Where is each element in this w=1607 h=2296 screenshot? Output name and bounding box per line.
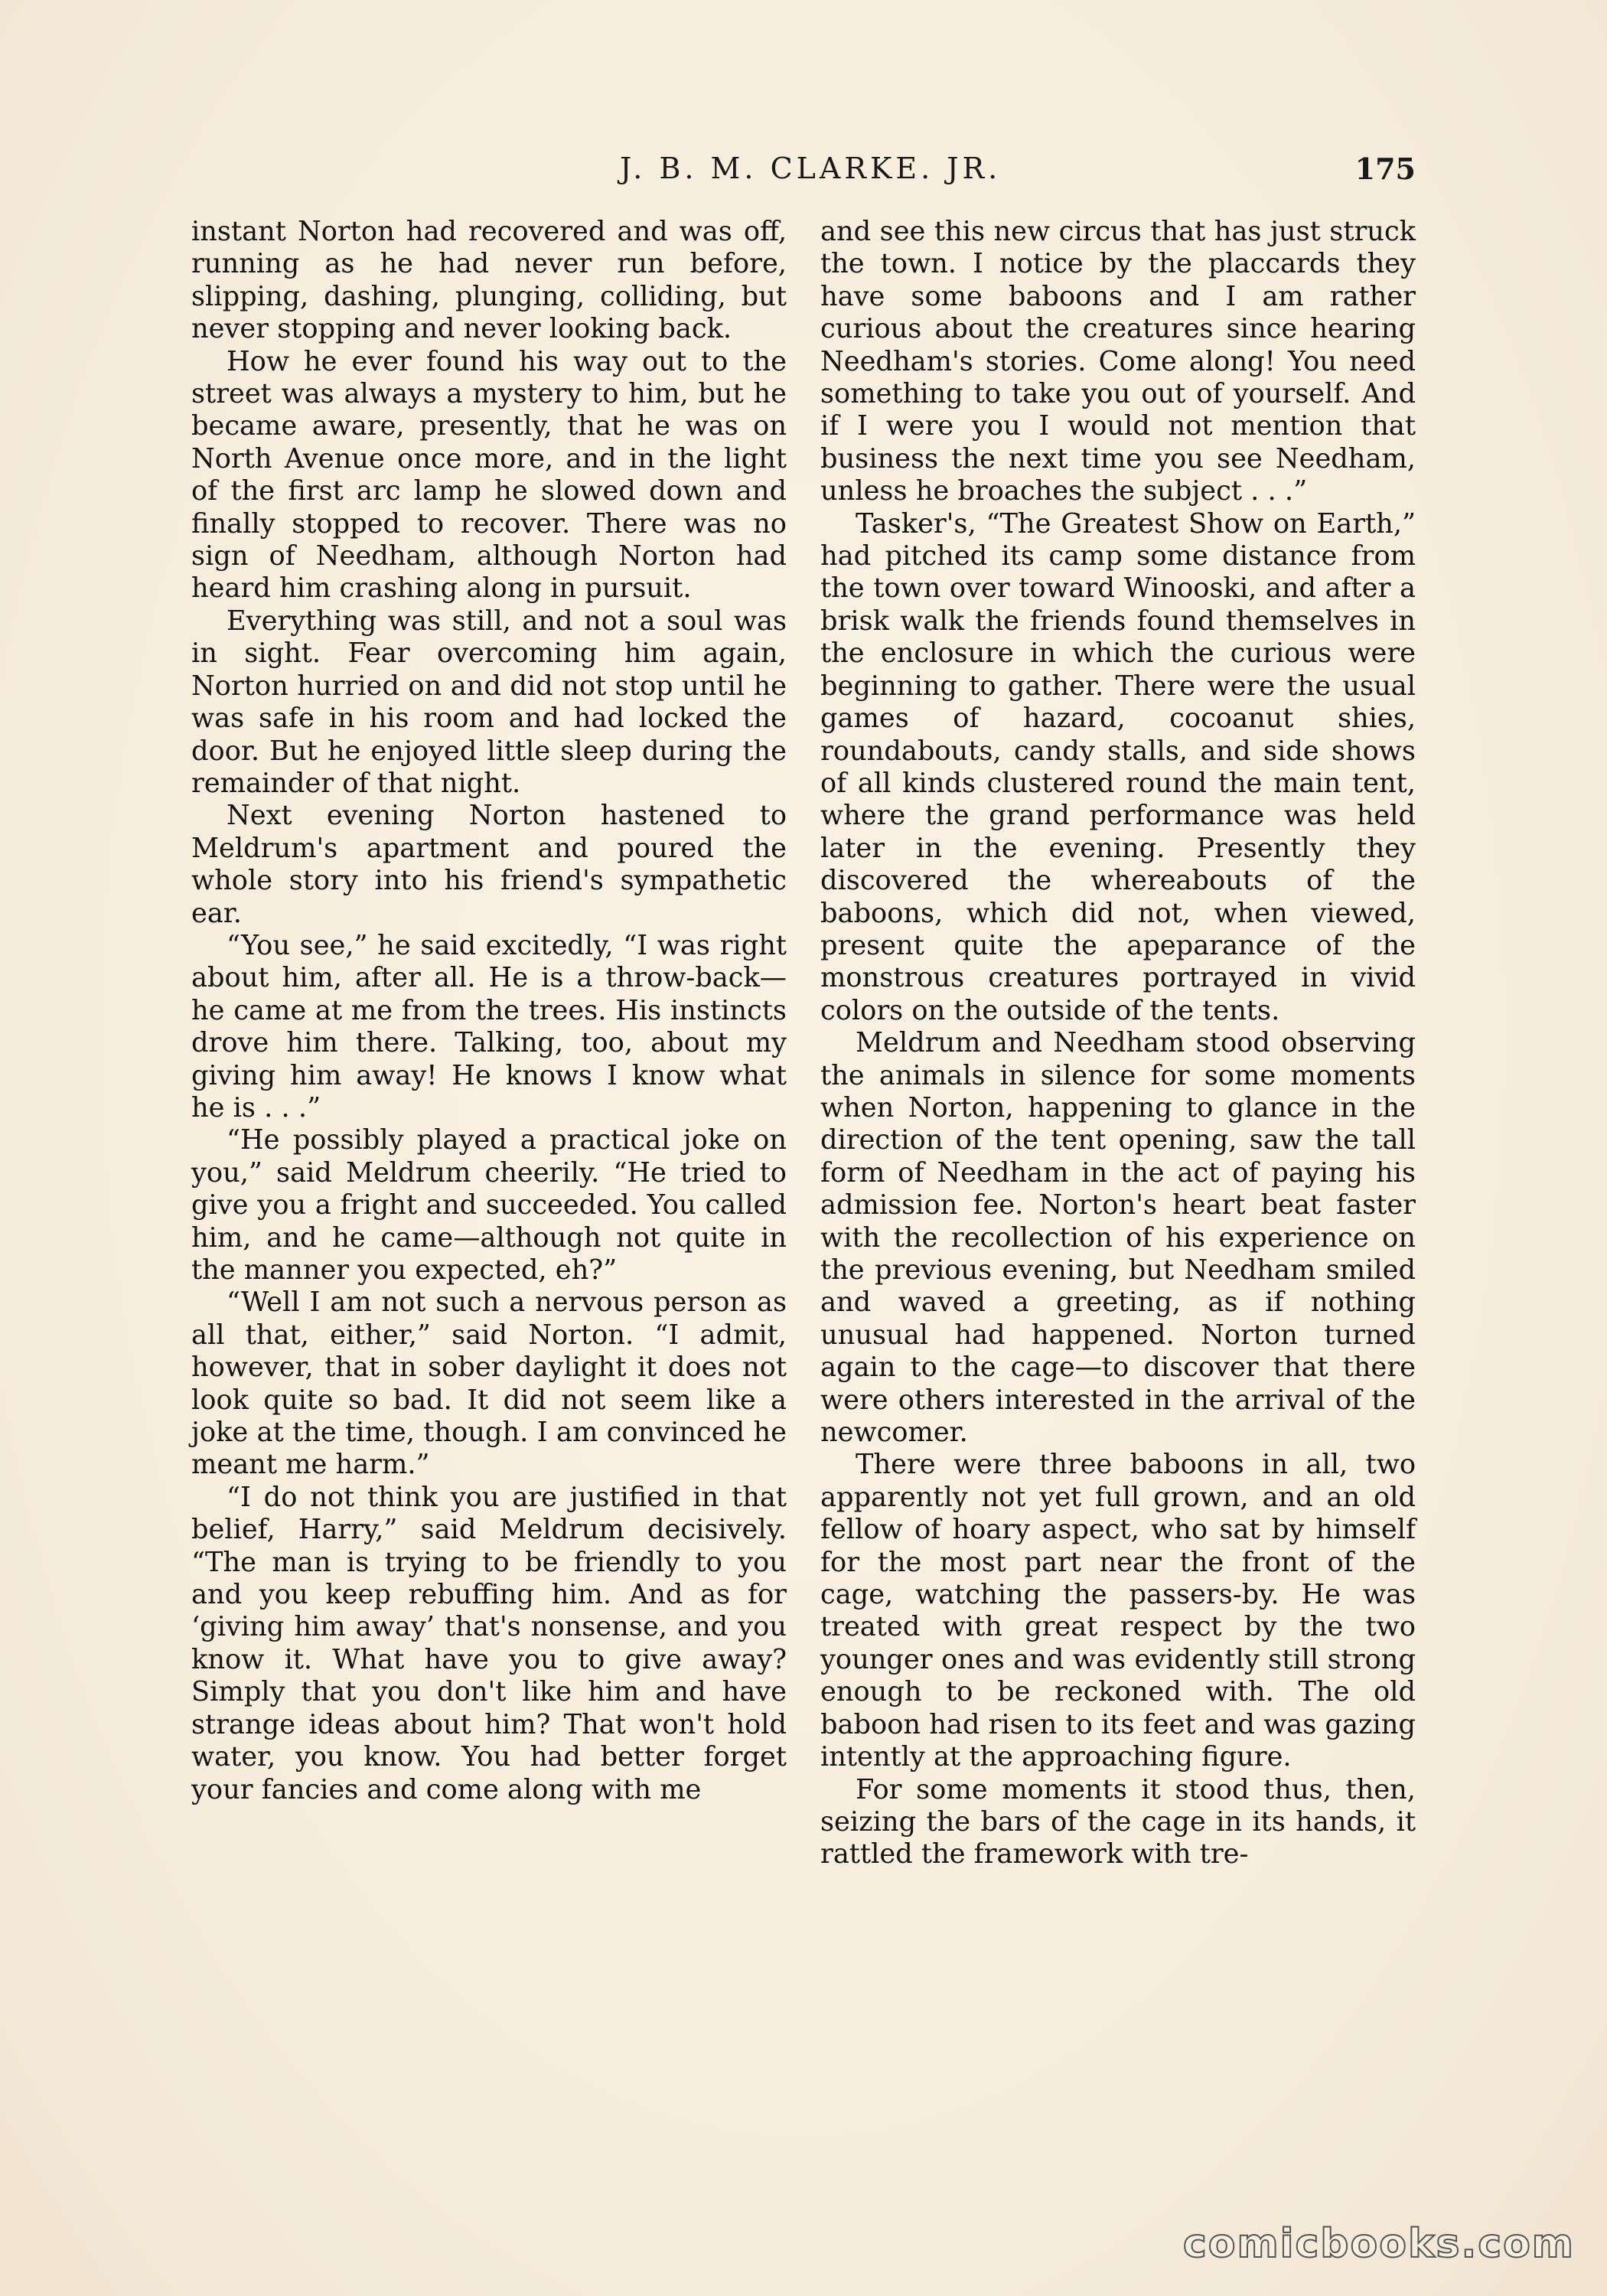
paragraph: How he ever found his way out to the street was always a mystery to him, but he became aware, presently, that he was on North Avenue once more, and in the light of the first arc lamp he slowed down and finally stopped to recover. There was no sign of Needham, although Norton had heard him crashing along in pursuit.: [191, 345, 787, 605]
paragraph: Next evening Norton hastened to Meldrum's apartment and poured the whole story into his friend's sympathetic ear.: [191, 800, 787, 929]
paragraph: There were three baboons in all, two apparently not yet full grown, and an old fellow of hoary aspect, who sat by himself for the most part near the front of the cage, watching the passers-by. He was treated with great respect by the two younger ones and was evidently still strong enough to be reckoned with. The old baboon had risen to its feet and was gazing intently at the approaching figure.: [820, 1449, 1416, 1773]
paragraph: instant Norton had recovered and was off, running as he had never run before, slipping, dashing, plunging, colliding, but never stopping and never looking back.: [191, 216, 787, 345]
paragraph: “Well I am not such a nervous person as all that, either,” said Norton. “I admit, however, that in sober daylight it does not look quite so bad. It did not seem like a joke at the time, though. I am convinced he meant me harm.”: [191, 1287, 787, 1481]
paragraph: Tasker's, “The Greatest Show on Earth,” had pitched its camp some distance from the town over toward Winooski, and after a brisk walk the friends found themselves in the enclosure in which the curious were beginning to gather. There were the usual games of hazard, cocoanut shies, roundabouts, candy stalls, and side shows of all kinds clustered round the main tent, where the grand performance was held later in the evening. Presently they discovered the whereabouts of the baboons, which did not, when viewed, present quite the apeparance of the monstrous creatures portrayed in vivid colors on the outside of the tents.: [820, 507, 1416, 1026]
left-column: [191, 216, 787, 1806]
paragraph: and see this new circus that has just struck the town. I notice by the placcards they have some baboons and I am rather curious about the creatures since hearing Needham's stories. Come along! You need something to take you out of yourself. And if I were you I would not mention that business the next time you see Needham, unless he broaches the subject . . .”: [820, 216, 1416, 507]
running-head-author: J. B. M. CLARKE. JR.: [620, 152, 1002, 185]
page-header: [191, 152, 1416, 197]
paragraph: Everything was still, and not a soul was in sight. Fear overcoming him again, Norton hurried on and did not stop until he was safe in his room and had locked the door. But he enjoyed little sleep during the remainder of that night.: [191, 605, 787, 799]
paragraph: Meldrum and Needham stood observing the animals in silence for some moments when Norton, happening to glance in the direction of the tent opening, saw the tall form of Needham in the act of paying his admission fee. Norton's heart beat faster with the recollection of his experience on the previous evening, but Needham smiled and waved a greeting, as if nothing unusual had happened. Norton turned again to the cage—to discover that there were others interested in the arrival of the newcomer.: [820, 1027, 1416, 1449]
paragraph: “He possibly played a practical joke on you,” said Meldrum cheerily. “He tried to give you a fright and succeeded. You called him, and he came—although not quite in the manner you expected, eh?”: [191, 1124, 787, 1286]
site-watermark: comicbooks.com: [1182, 2221, 1575, 2267]
paragraph: “You see,” he said excitedly, “I was right about him, after all. He is a throw-back—he came at me from the trees. His instincts drove him there. Talking, too, about my giving him away! He knows I know what he is . . .”: [191, 929, 787, 1124]
paragraph: “I do not think you are justified in that belief, Harry,” said Meldrum decisively. “The man is trying to be friendly to you and you keep rebuffing him. And as for ‘giving him away’ that's nonsense, and you know it. What have you to give away? Simply that you don't like him and have strange ideas about him? That won't hold water, you know. You had better forget your fancies and come along with me: [191, 1481, 787, 1805]
paragraph: For some moments it stood thus, then, seizing the bars of the cage in its hands, it rattled the framework with tre-: [820, 1773, 1416, 1870]
page-number: 175: [1354, 152, 1416, 186]
right-column: [820, 216, 1416, 1871]
